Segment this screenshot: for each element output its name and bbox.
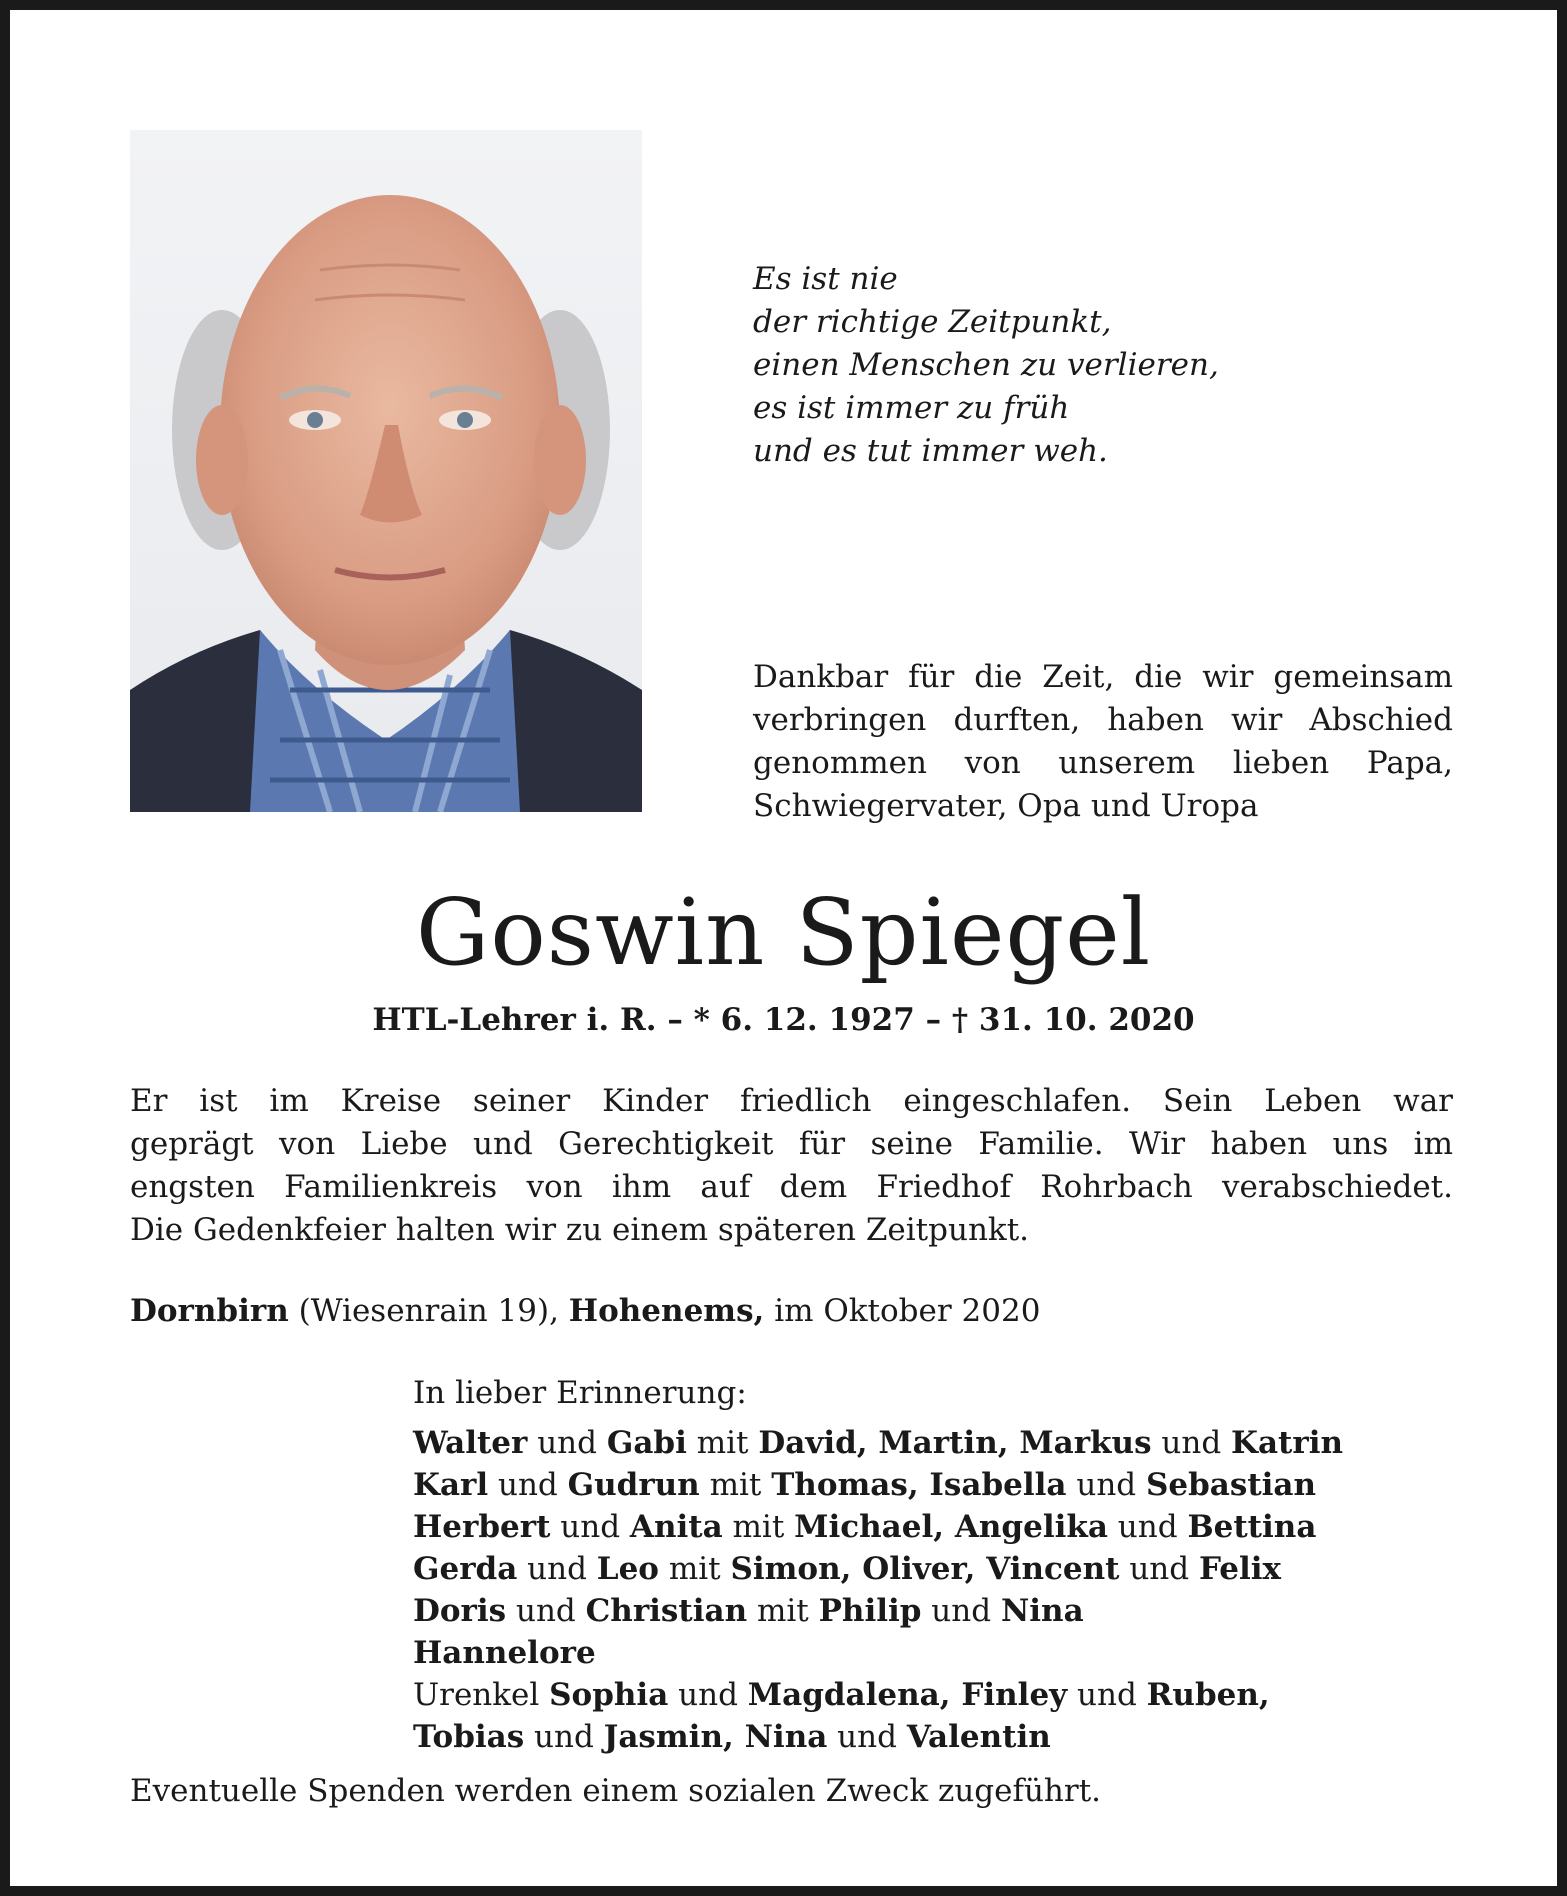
poem-line: es ist immer zu früh [753,390,1070,426]
poem-line: einen Menschen zu verlieren, [753,347,1219,383]
address: (Wiesenrain 19), [288,1293,569,1329]
family-connector: mit [686,1425,759,1461]
family-connector: und [506,1593,586,1629]
profession-and-dates: HTL-Lehrer i. R. – * 6. 12. 1927 – † 31. 10. 2020 [372,1002,1195,1038]
family-connector: und [921,1593,1001,1629]
family-name: Philip [818,1593,922,1629]
family-connector: mit [747,1593,819,1629]
portrait-photo [130,130,642,812]
family-connector: und [1066,1467,1146,1503]
family-name: Jasmin, Nina [603,1719,828,1755]
family-name: Karl [413,1467,489,1503]
family-name: Bettina [1187,1509,1317,1545]
family-row [413,1716,1453,1758]
family-connector: und [1119,1551,1199,1587]
family-row [413,1422,1453,1464]
family-row [413,1506,1453,1548]
family-name: Valentin [906,1719,1051,1755]
family-row [413,1548,1453,1590]
family-connector: und [1107,1509,1188,1545]
poem-line: und es tut immer weh. [753,433,1108,469]
family-connector: und [668,1677,748,1713]
family-name: Sebastian [1146,1467,1317,1503]
family-row [413,1632,1453,1674]
family-row [413,1464,1453,1506]
family-name: Thomas, Isabella [771,1467,1067,1503]
family-connector: und [488,1467,568,1503]
family-name: Gudrun [567,1467,700,1503]
poem [753,258,1453,473]
family-connector: und [1151,1425,1232,1461]
donation-note: Eventuelle Spenden werden einem sozialen Zweck zugeführt. [130,1773,1102,1809]
poem-line: Es ist nie [753,261,898,297]
memory-label: In lieber Erinnerung: [413,1375,747,1411]
family-connector: und [517,1551,597,1587]
intro-line: Schwiegervater, Opa und Uropa [753,788,1259,824]
family-name: Gerda [413,1551,518,1587]
family-name: Katrin [1231,1425,1344,1461]
body-line: engsten Familienkreis von ihm auf dem Friedhof Rohrbach verabschiedet. [130,1169,1453,1205]
city-dornbirn: Dornbirn [130,1293,289,1329]
deceased-name: Goswin Spiegel [415,879,1152,986]
body-line: Er ist im Kreise seiner Kinder friedlich eingeschlafen. Sein Leben war [130,1083,1453,1119]
family-name: Sophia [549,1677,669,1713]
family-name: Magdalena, Finley [747,1677,1068,1713]
family-name: Simon, Oliver, Vincent [730,1551,1120,1587]
family-row [413,1590,1453,1632]
family-name: Nina [1000,1593,1084,1629]
family-name: Leo [596,1551,659,1587]
family-connector: mit [699,1467,772,1503]
family-connector: und [524,1719,604,1755]
intro-line: verbringen durften, haben wir Abschied [753,702,1453,738]
family-name: Hannelore [413,1635,596,1671]
family-name: Michael, Angelika [794,1509,1108,1545]
intro-text [753,656,1453,828]
family-name: Felix [1198,1551,1282,1587]
family-name: David, Martin, Markus [758,1425,1152,1461]
body-line: Die Gedenkfeier halten wir zu einem späteren Zeitpunkt. [130,1212,1029,1248]
family-name: Tobias [413,1719,525,1755]
family-connector: und [827,1719,907,1755]
date-text: im Oktober 2020 [764,1293,1041,1329]
poem-line: der richtige Zeitpunkt, [753,304,1112,340]
intro-line: genommen von unserem lieben Papa, [753,745,1453,781]
body-line: geprägt von Liebe und Gerechtigkeit für seine Familie. Wir haben uns im [130,1126,1453,1162]
family-connector: mit [722,1509,795,1545]
family-name: Anita [629,1509,723,1545]
family-name: Walter [413,1425,528,1461]
body-text [130,1080,1453,1252]
family-name: Gabi [606,1425,687,1461]
family-connector: und [527,1425,607,1461]
family-name: Doris [413,1593,507,1629]
place-and-date [130,1290,1453,1333]
family-row [413,1674,1453,1716]
family-connector: und [550,1509,630,1545]
city-hohenems: Hohenems, [568,1293,765,1329]
family-connector: und [1067,1677,1147,1713]
family-name: Ruben, [1146,1677,1270,1713]
family-list [413,1422,1453,1758]
family-name: Christian [585,1593,748,1629]
family-connector: mit [658,1551,731,1587]
intro-line: Dankbar für die Zeit, die wir gemeinsam [753,659,1453,695]
family-name: Herbert [413,1509,551,1545]
family-connector: Urenkel [413,1677,550,1713]
portrait-illustration [130,130,642,812]
